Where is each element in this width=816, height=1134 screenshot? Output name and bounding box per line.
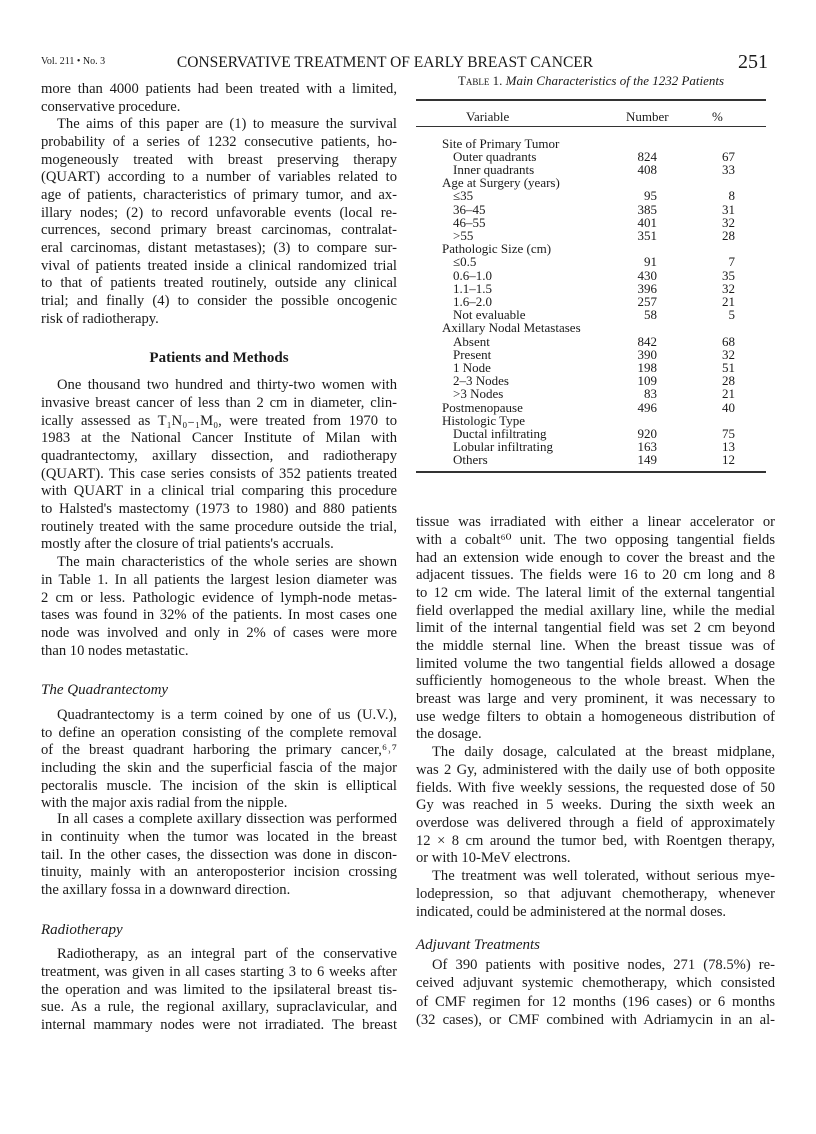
text-line: risk of radiotherapy. (41, 310, 159, 327)
text-line: currences, second primary breast carcinomas, contralat- (41, 222, 397, 239)
text-line: In all cases a complete axillary dissection was performed (57, 811, 397, 828)
row-label: 1.1–1.5 (453, 280, 492, 296)
row-label: 1.6–2.0 (453, 293, 492, 309)
row-percent: 33 (722, 161, 735, 177)
table-row (416, 308, 766, 321)
row-number: 83 (644, 386, 657, 402)
text-line: to define an operation consisting of the complete removal (41, 724, 397, 741)
row-percent: 67 (722, 148, 735, 164)
text-line: probability of a series of 1232 consecutive patients, ho- (41, 133, 397, 150)
table-row (416, 401, 766, 414)
table-row (416, 427, 766, 440)
row-number: 198 (637, 359, 657, 375)
table-row (416, 137, 766, 150)
row-number: 91 (644, 254, 657, 270)
text-line: the operation and was limited to the ipsilateral breast tis- (41, 981, 397, 998)
text-line: overdose was delivered through a field of approximately (416, 814, 775, 831)
text-line: illary nodes; (2) to record unfavorable events (local re- (41, 204, 397, 221)
row-percent: 32 (722, 346, 735, 362)
text-line: ically assessed as T₁N₀₋₁M₀, were treated from 1970 to (41, 412, 397, 429)
row-label: Present (453, 346, 492, 362)
text-line: node was involved and only in 2% of cases were more (41, 624, 397, 641)
text-line: Radiotherapy, as an integral part of the conservative (57, 946, 397, 963)
text-line: The main characteristics of the whole series are shown (57, 554, 397, 571)
column-header-percent: % (712, 109, 723, 124)
table-row (416, 216, 766, 229)
paragraph-p3 (41, 554, 397, 660)
text-line: of CMF regimen for 12 months (196 cases) or 6 months (416, 993, 775, 1010)
table-bottom-rule (416, 471, 766, 473)
row-label: ≤35 (453, 188, 474, 204)
text-line: 12 × 8 cm around the tumor bed, with Roentgen therapy, (416, 832, 775, 849)
text-line: mogeneously treated with breast preserving therapy (41, 151, 397, 168)
text-line: eral carcinomas, distant metastases); (3) to compare sur- (41, 239, 397, 256)
row-label: Ductal infiltrating (453, 425, 547, 441)
text-line: had an extension wide enough to cover the breast and the (416, 549, 775, 566)
paragraph-p6 (41, 946, 397, 1035)
text-line: limit of the internal tangential field was set 2 cm beyond (416, 620, 775, 637)
row-number: 496 (637, 399, 657, 415)
text-line: trial; and finally (4) to consider the possible oncogenic (41, 293, 397, 310)
paragraph-p4 (41, 707, 397, 813)
text-line: (QUART). This case series consists of 352 patients treated (41, 465, 397, 482)
text-line: more than 4000 patients had been treated with a limited, (41, 81, 397, 98)
table-row (416, 387, 766, 400)
paragraph-r4 (416, 956, 775, 1030)
row-label: Age at Surgery (years) (442, 175, 560, 191)
text-line: to Halsted's mastectomy (1973 to 1980) and 880 patients (41, 500, 397, 517)
text-line: to that of patients treated routinely, outside any clinical (41, 275, 397, 292)
row-percent: 21 (722, 386, 735, 402)
text-line: fields. With five weekly sessions, the requested dose of 50 (416, 779, 775, 796)
text-line: with QUART in a clinical trial comparing this procedure (41, 483, 397, 500)
row-percent: 31 (722, 201, 735, 217)
row-percent: 28 (722, 373, 735, 389)
text-line: vival of patients treated inside a clinical randomized trial (41, 257, 397, 274)
text-line: in continuity when the tumor was located in the breast (41, 828, 397, 845)
text-line: One thousand two hundred and thirty-two women with (57, 377, 397, 394)
row-label: Histologic Type (442, 412, 525, 428)
row-label: Outer quadrants (453, 148, 537, 164)
column-header-number: Number (626, 109, 669, 124)
paragraph-p0 (41, 81, 397, 116)
table-row (416, 163, 766, 176)
text-line: Quadrantectomy is a term coined by one of us (U.V.), (57, 707, 397, 724)
text-line: The aims of this paper are (1) to measure the survival (57, 116, 397, 133)
row-percent: 8 (728, 188, 735, 204)
table-row (416, 203, 766, 216)
section-heading-quadrantectomy: The Quadrantectomy (41, 682, 169, 698)
table-row (416, 348, 766, 361)
text-line: with a cobalt⁶⁰ unit. The two opposing tangential fields (416, 531, 775, 548)
row-label: 46–55 (453, 214, 486, 230)
row-number: 351 (637, 227, 657, 243)
text-line: breast was large and very prominent, it was necessary to (416, 691, 775, 708)
text-line: tinuity, mainly with an anteroposterior incision crossing (41, 864, 397, 881)
text-line: tases was found in 32% of the patients. In most cases one (41, 607, 397, 624)
paragraph-r3 (416, 868, 775, 921)
row-label: Lobular infiltrating (453, 439, 554, 455)
row-number: 163 (637, 439, 657, 455)
text-line: mostly after the closure of trial patients's accruals. (41, 536, 334, 553)
text-line: or with 10-MeV electrons. (416, 850, 571, 867)
row-percent: 5 (728, 307, 735, 323)
row-percent: 21 (722, 293, 735, 309)
text-line: routinely treated with the same procedure outside the trial, (41, 518, 397, 535)
section-heading-radiotherapy: Radiotherapy (41, 922, 123, 938)
text-line: with the major axis radial from the nipple. (41, 795, 288, 812)
table-row (416, 361, 766, 374)
table-row (416, 321, 766, 334)
text-line: of the breast quadrant harboring the primary cancer,⁶˒⁷ (41, 742, 397, 759)
row-percent: 51 (722, 359, 735, 375)
row-percent: 35 (722, 267, 735, 283)
text-line: field overlapped the medial axillary line, while the medial (416, 602, 775, 619)
column-header-variable: Variable (466, 109, 510, 124)
section-heading-patients-methods: Patients and Methods (149, 350, 289, 366)
row-percent: 7 (728, 254, 735, 270)
table-label: Table 1. (457, 73, 503, 88)
text-line: sufficiently homogeneous to the whole breast. When the (416, 673, 775, 690)
row-label: Postmenopause (442, 399, 523, 415)
row-percent: 68 (722, 333, 735, 349)
row-percent: 28 (722, 227, 735, 243)
text-line: limited volume the two tangential fields allowed a dosage (416, 655, 775, 672)
text-line: quadrantectomy, axillary dissection, and radiotherapy (41, 447, 397, 464)
table-row (416, 229, 766, 242)
text-line: (QUART) according to a number of variables related to (41, 169, 397, 186)
row-number: 109 (637, 373, 657, 389)
row-number: 95 (644, 188, 657, 204)
text-line: including the skin and the superficial fascia of the major (41, 759, 397, 776)
row-label: Absent (453, 333, 490, 349)
row-label: Axillary Nodal Metastases (442, 320, 581, 336)
table-row (416, 295, 766, 308)
text-line: pectoralis muscle. The incision of the skin is elliptical (41, 777, 397, 794)
text-line: use wedge filters to obtain a homogeneous distribution of (416, 708, 775, 725)
text-line: the middle sternal line. When the breast tissue was of (416, 637, 775, 654)
text-line: 1983 at the National Cancer Institute of Milan with (41, 430, 397, 447)
row-number: 824 (637, 148, 657, 164)
row-label: ≤0.5 (453, 254, 477, 270)
row-number: 396 (637, 280, 657, 296)
table-row (416, 414, 766, 427)
running-head-volume: Vol. 211 • No. 3 (41, 56, 106, 67)
table-top-rule (416, 99, 766, 101)
text-line: tail. In the other cases, the dissection was done in discon- (41, 846, 397, 863)
paragraph-r2 (416, 744, 775, 868)
text-line: than 10 nodes metastatic. (41, 642, 189, 659)
table-row (416, 335, 766, 348)
text-line: The treatment was well tolerated, without serious mye- (432, 868, 775, 885)
row-label: Others (453, 452, 488, 468)
row-number: 385 (637, 201, 657, 217)
table-row (416, 374, 766, 387)
section-heading-adjuvant: Adjuvant Treatments (416, 937, 541, 953)
text-line: indicated, could be administered at the normal doses. (416, 903, 727, 920)
text-line: to 12 cm wide. The lateral limit of the external tangential (416, 584, 775, 601)
table-row (416, 242, 766, 255)
row-number: 149 (637, 452, 657, 468)
row-label: >55 (453, 227, 474, 243)
row-label: Site of Primary Tumor (442, 135, 560, 151)
row-percent: 32 (722, 280, 735, 296)
row-label: 2–3 Nodes (453, 373, 509, 389)
row-percent: 13 (722, 439, 735, 455)
row-label: Pathologic Size (cm) (442, 241, 552, 257)
row-percent: 12 (722, 452, 735, 468)
text-line: internal mammary nodes were not irradiated. The breast (41, 1017, 397, 1034)
row-label: Not evaluable (453, 307, 526, 323)
text-line: sue. As a rule, the regional axillary, supraclavicular, and (41, 999, 397, 1016)
running-head-title: CONSERVATIVE TREATMENT OF EARLY BREAST CANCER (176, 54, 594, 71)
row-label: Inner quadrants (453, 161, 535, 177)
paragraph-p1 (41, 116, 397, 328)
row-number: 257 (637, 293, 657, 309)
table-row (416, 453, 766, 466)
paragraph-r1 (416, 514, 775, 744)
table-row (416, 176, 766, 189)
row-number: 58 (644, 307, 657, 323)
text-line: in Table 1. In all patients the largest lesion diameter was (41, 571, 397, 588)
text-line: ceived adjuvant systemic chemotherapy, which consisted (416, 975, 775, 992)
text-line: tissue was irradiated with either a linear accelerator or (416, 514, 775, 531)
text-line: adjacent tissues. The fields were 16 to 20 cm long and 8 (416, 567, 775, 584)
row-label: 1 Node (453, 359, 491, 375)
row-label: 0.6–1.0 (453, 267, 492, 283)
text-line: the axillary fossa in a downward direction. (41, 881, 291, 898)
text-line: the dosage. (416, 726, 482, 743)
table-row (416, 150, 766, 163)
text-line: was 2 Gy, administered with the daily use of both opposite (416, 761, 775, 778)
text-line: treatment, was given in all cases starting 3 to 6 weeks after (41, 963, 397, 980)
row-number: 401 (637, 214, 657, 230)
row-label: 36–45 (453, 201, 486, 217)
text-line: (32 cases), or CMF combined with Adriamycin in an al- (416, 1012, 775, 1029)
table-row (416, 440, 766, 453)
row-number: 408 (637, 161, 657, 177)
text-line: age of patients, characteristics of primary tumor, and ax- (41, 186, 397, 203)
text-line: lodepression, so that adjuvant chemotherapy, whenever (416, 885, 775, 902)
table-caption (416, 73, 766, 89)
row-number: 430 (637, 267, 657, 283)
row-number: 842 (637, 333, 657, 349)
text-line: The daily dosage, calculated at the breast midplane, (432, 744, 775, 761)
table-row (416, 269, 766, 282)
text-line: conservative procedure. (41, 98, 181, 115)
table-row (416, 189, 766, 202)
row-label: >3 Nodes (453, 386, 504, 402)
table-caption-text: Main Characteristics of the 1232 Patients (505, 73, 725, 88)
paragraph-p2 (41, 377, 397, 554)
row-number: 390 (637, 346, 657, 362)
text-line: invasive breast cancer of less than 2 cm in diameter, clin- (41, 394, 397, 411)
row-percent: 40 (722, 399, 735, 415)
paragraph-p5 (41, 811, 397, 899)
row-percent: 75 (722, 425, 735, 441)
text-line: 2 cm or less. Pathologic evidence of lymph-node metas- (41, 589, 397, 606)
text-line: Gy was reached in 5 weeks. During the sixth week an (416, 797, 775, 814)
row-number: 920 (637, 425, 657, 441)
table-header-rule (416, 126, 766, 127)
page-number: 251 (738, 51, 768, 73)
table-row (416, 255, 766, 268)
table-row (416, 282, 766, 295)
row-percent: 32 (722, 214, 735, 230)
text-line: Of 390 patients with positive nodes, 271 (78.5%) re- (432, 956, 775, 973)
